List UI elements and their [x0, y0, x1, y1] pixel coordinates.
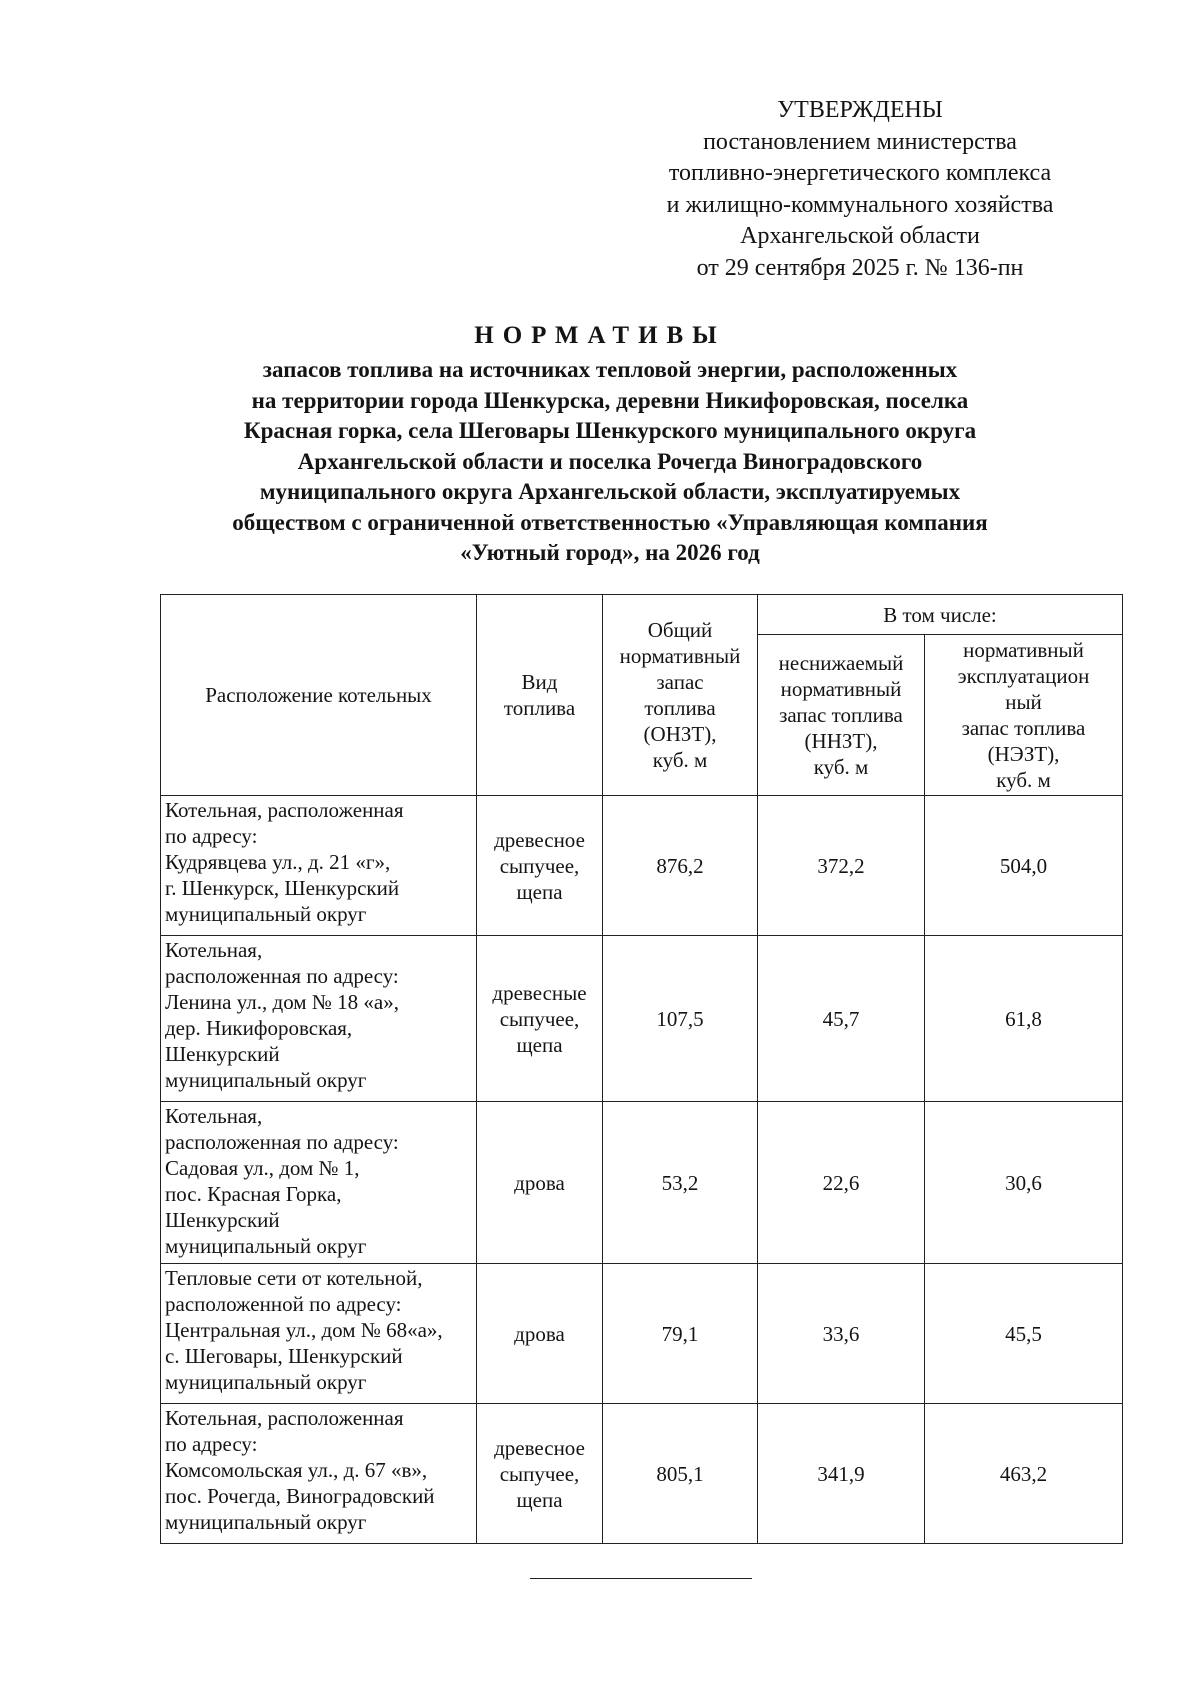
nezt-cell: 61,8 [925, 936, 1123, 1102]
approval-line: и жилищно-коммунального хозяйства [666, 191, 1054, 218]
total-cell: 876,2 [603, 796, 758, 936]
nezt-cell: 30,6 [925, 1102, 1123, 1264]
location-cell: Котельная, расположенная по адресу: Садовая ул., дом № 1, пос. Красная Горка, Шенкурский муниципальный округ [161, 1102, 477, 1264]
subtitle-line: Архангельской области и поселка Рочегда Виноградовского [297, 448, 923, 474]
header-location: Расположение котельных [161, 595, 477, 796]
header-fuel-type: Вид топлива [477, 595, 603, 796]
approval-line: Архангельской области [740, 223, 980, 249]
total-cell: 805,1 [603, 1404, 758, 1544]
header-total: Общий нормативный запас топлива (ОНЗТ), куб. м [603, 595, 758, 796]
location-cell: Котельная, расположенная по адресу: Ленина ул., дом № 18 «а», дер. Никифоровская, Шенкурский муниципальный округ [161, 936, 477, 1102]
document-title: НОРМАТИВЫ [474, 322, 726, 349]
fuel-cell: дрова [477, 1264, 603, 1404]
document-subtitle [180, 355, 1040, 569]
nnzt-cell: 341,9 [758, 1404, 925, 1544]
subtitle-line: обществом с ограниченной ответственностью «Управляющая компания [232, 509, 988, 535]
fuel-cell: дрова [477, 1102, 603, 1264]
fuel-cell: древесное сыпучее, щепа [477, 1404, 603, 1544]
header-including: В том числе: [758, 595, 1123, 635]
nnzt-cell: 33,6 [758, 1264, 925, 1404]
approval-block [600, 95, 1120, 284]
total-cell: 107,5 [603, 936, 758, 1102]
header-nezt: нормативный эксплуатацион ный запас топлива (НЭЗТ), куб. м [925, 635, 1123, 796]
subtitle-line: запасов топлива на источниках тепловой энергии, расположенных [262, 357, 958, 382]
nnzt-cell: 372,2 [758, 796, 925, 936]
table-row [161, 1264, 1123, 1404]
table-row [161, 936, 1123, 1102]
approval-line: постановлением министерства [703, 128, 1017, 155]
table-row [161, 1404, 1123, 1544]
nezt-cell: 45,5 [925, 1264, 1123, 1404]
table-row [161, 1102, 1123, 1264]
subtitle-line: муниципального округа Архангельской области, эксплуатируемых [259, 479, 961, 504]
location-cell: Тепловые сети от котельной, расположенной по адресу: Центральная ул., дом № 68«а», с. Шеговары, Шенкурский муниципальный округ [161, 1264, 477, 1404]
end-divider [530, 1578, 752, 1579]
nezt-cell: 504,0 [925, 796, 1123, 936]
table-row [161, 796, 1123, 936]
approval-heading: УТВЕРЖДЕНЫ [777, 97, 943, 123]
fuel-cell: древесное сыпучее, щепа [477, 796, 603, 936]
total-cell: 53,2 [603, 1102, 758, 1264]
total-cell: 79,1 [603, 1264, 758, 1404]
subtitle-line: Красная горка, села Шеговары Шенкурского муниципального округа [243, 418, 977, 443]
location-cell: Котельная, расположенная по адресу: Кудрявцева ул., д. 21 «г», г. Шенкурск, Шенкурский муниципальный округ [161, 796, 477, 936]
location-cell: Котельная, расположенная по адресу: Комсомольская ул., д. 67 «в», пос. Рочегда, Виноградовский муниципальный округ [161, 1404, 477, 1544]
nnzt-cell: 45,7 [758, 936, 925, 1102]
subtitle-line: на территории города Шенкурска, деревни Никифоровская, поселка [251, 387, 969, 413]
subtitle-line: «Уютный город», на 2026 год [460, 540, 760, 565]
norms-table [160, 594, 1123, 1544]
approval-line: от 29 сентября 2025 г. № 136-пн [696, 254, 1024, 281]
nnzt-cell: 22,6 [758, 1102, 925, 1264]
nezt-cell: 463,2 [925, 1404, 1123, 1544]
header-nnzt: неснижаемый нормативный запас топлива (ННЗТ), куб. м [758, 635, 925, 796]
fuel-cell: древесные сыпучее, щепа [477, 936, 603, 1102]
approval-line: топливно-энергетического комплекса [668, 160, 1052, 186]
